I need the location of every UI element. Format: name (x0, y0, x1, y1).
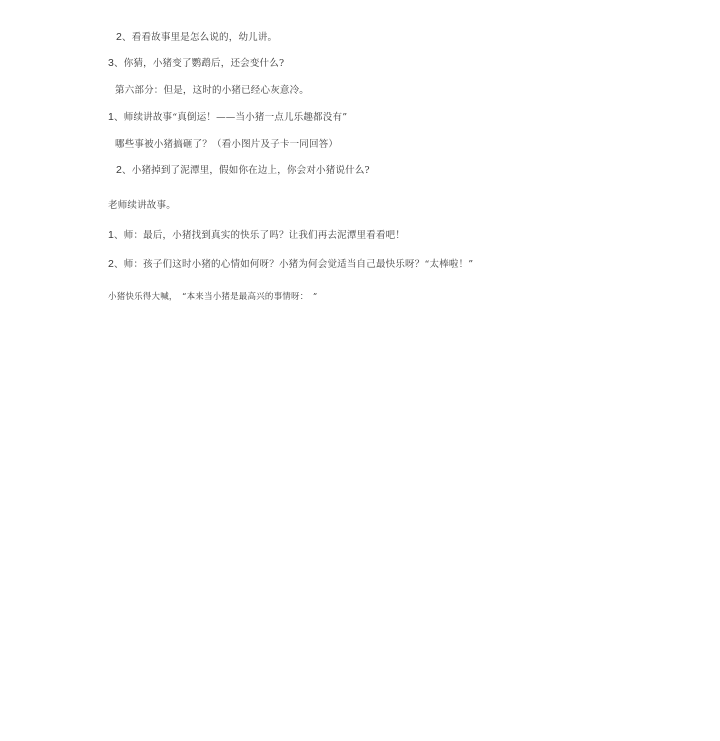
line-text: 小猪快乐得大喊， “本来当小猪是最高兴的事情呀： ” (108, 292, 318, 302)
step-2-read-story (116, 31, 277, 44)
item-number: 2 (108, 258, 115, 270)
line-text: 、看看故事里是怎么说的，幼儿讲。 (122, 32, 278, 43)
step-1-finally (108, 229, 405, 242)
line-text: 、师：孩子们这时小猪的心情如何呀？小猪为何会觉适当自己最快乐呀？“太棒啦！” (114, 259, 474, 270)
line-text: 第六部分：但是，这时的小猪已经心灰意冷。 (115, 85, 310, 96)
step-2-feelings (108, 258, 473, 271)
section-six-heading (115, 85, 309, 97)
item-number: 1 (108, 229, 115, 241)
line-text: 哪些事被小猪搞砸了？（看小图片及子卡一同回答） (115, 139, 339, 150)
line-text: 、你猜，小猪变了鹦鹉后，还会变什么? (114, 58, 285, 69)
item-number: 2 (116, 164, 123, 176)
question-what-messed-up (115, 139, 338, 151)
line-text: 、师：最后，小猪找到真实的快乐了吗？让我们再去泥潭里看看吧！ (114, 230, 406, 241)
line-text: 老师续讲故事。 (108, 200, 176, 211)
line-text: 、小猪掉到了泥潭里，假如你在边上，你会对小猪说什么? (122, 165, 370, 176)
item-number: 3 (108, 57, 115, 69)
item-number: 1 (108, 111, 115, 123)
step-2-mud-puddle (116, 164, 370, 177)
item-number: 2 (116, 31, 123, 43)
closing-line (108, 291, 317, 303)
step-1-continue-story (108, 111, 347, 124)
step-3-guess (108, 57, 284, 70)
teacher-continues (108, 200, 176, 212)
line-text: 、师续讲故事“真倒运！——当小猪一点儿乐趣都没有” (114, 112, 348, 123)
